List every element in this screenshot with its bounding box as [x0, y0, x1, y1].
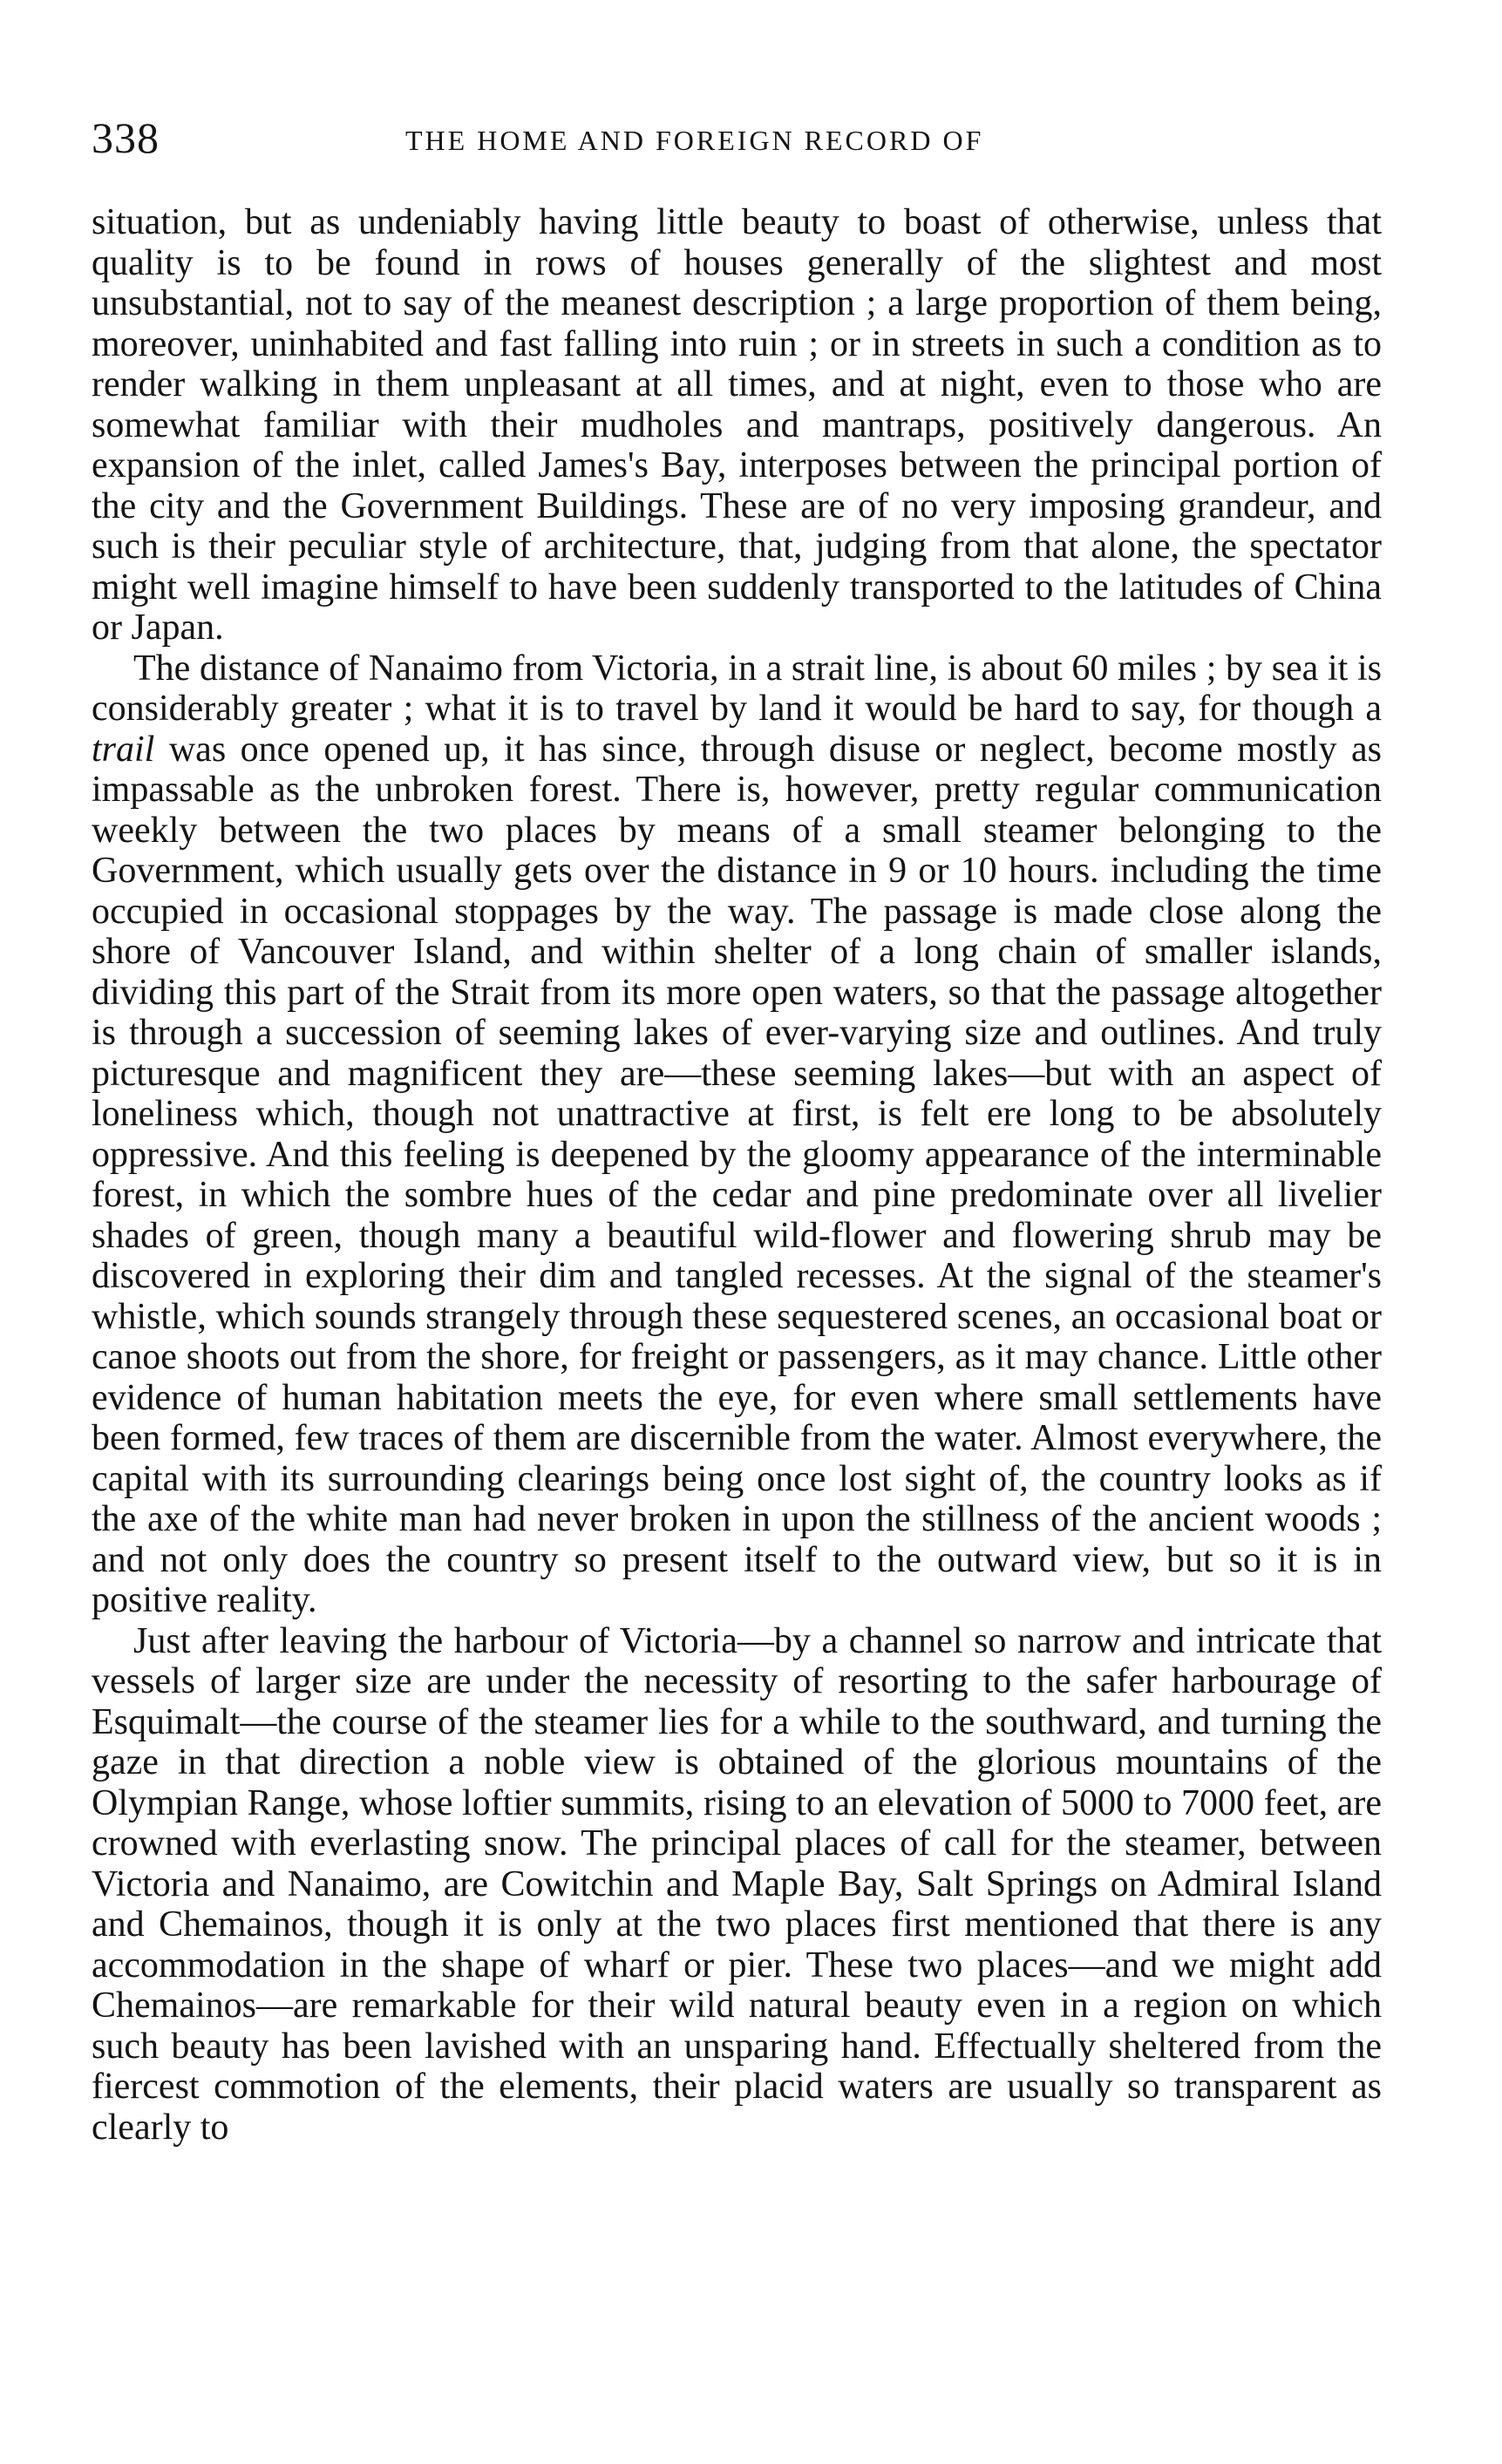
page-number: 338: [92, 113, 160, 162]
running-head: THE HOME AND FOREIGN RECORD OF: [405, 125, 984, 156]
paragraph: Just after leaving the harbour of Victoria—by a channel so narrow and intricate that vessels of larger size are under the necessity of resorting to the safer harbourage of Esquimalt—the course of the steamer lies for a while to the southward, and turning the gaze in that direction a noble view is obtained of the glorious mountains of the Olympian Range, whose loftier summits, rising to an elevation of 5000 to 7000 feet, are crowned with everlasting snow. The principal places of call for the steamer, between Victoria and Nanaimo, are Cowitchin and Maple Bay, Salt Springs on Admiral Island and Chemainos, though it is only at the two places first mentioned that there is any accommodation in the shape of wharf or pier. These two places—and we might add Chemainos—are remarkable for their wild natural beauty even in a region on which such beauty has been lavished with an unsparing hand. Effectually sheltered from the fiercest commotion of the elements, their placid waters are usually so transparent as clearly to: [92, 1620, 1382, 2148]
body-text: [92, 202, 1382, 2148]
paragraph: [92, 648, 1382, 1621]
paragraph-text: was once opened up, it has since, through disuse or neglect, become mostly as impassable as the unbroken forest. There is, however, pretty regular communication weekly between the two places by means of a small steamer belonging to the Government, which usually gets over the distance in 9 or 10 hours. including the time occupied in occasional stoppages by the way. The passage is made close along the shore of Vancouver Island, and within shelter of a long chain of smaller islands, dividing this part of the Strait from its more open waters, so that the passage altogether is through a succession of seeming lakes of ever-varying size and outlines. And truly picturesque and magnificent they are—these seeming lakes—but with an aspect of loneliness which, though not unattractive at first, is felt ere long to be absolutely oppressive. And this feeling is deepened by the gloomy appearance of the interminable forest, in which the sombre hues of the cedar and pine predominate over all livelier shades of green, though many a beautiful wild-flower and flowering shrub may be discovered in exploring their dim and tangled recesses. At the signal of the steamer's whistle, which sounds strangely through these sequestered scenes, an occasional boat or canoe shoots out from the shore, for freight or passengers, as it may chance. Little other evidence of human habitation meets the eye, for even where small settlements have been formed, few traces of them are discernible from the water. Almost everywhere, the capital with its surrounding clearings being once lost sight of, the country looks as if the axe of the white man had never broken in upon the stillness of the ancient woods ; and not only does the country so present itself to the outward view, but so it is in positive reality.: [92, 729, 1382, 1620]
paragraph-text: The distance of Nanaimo from Victoria, in a strait line, is about 60 miles ; by sea it is considerably greater ; what it is to travel by land it would be hard to say, for though a: [92, 648, 1382, 729]
paragraph: situation, but as undeniably having little beauty to boast of otherwise, unless that quality is to be found in rows of houses generally of the slightest and most unsubstantial, not to say of the meanest description ; a large proportion of them being, moreover, uninhabited and fast falling into ruin ; or in streets in such a condition as to render walking in them unpleasant at all times, and at night, even to those who are somewhat familiar with their mudholes and mantraps, positively dangerous. An expansion of the inlet, called James's Bay, interposes between the principal portion of the city and the Government Buildings. These are of no very imposing grandeur, and such is their peculiar style of architecture, that, judging from that alone, the spectator might well imagine himself to have been suddenly transported to the latitudes of China or Japan.: [92, 202, 1382, 648]
page-header: [92, 112, 1399, 164]
italic-term: trail: [92, 729, 155, 770]
